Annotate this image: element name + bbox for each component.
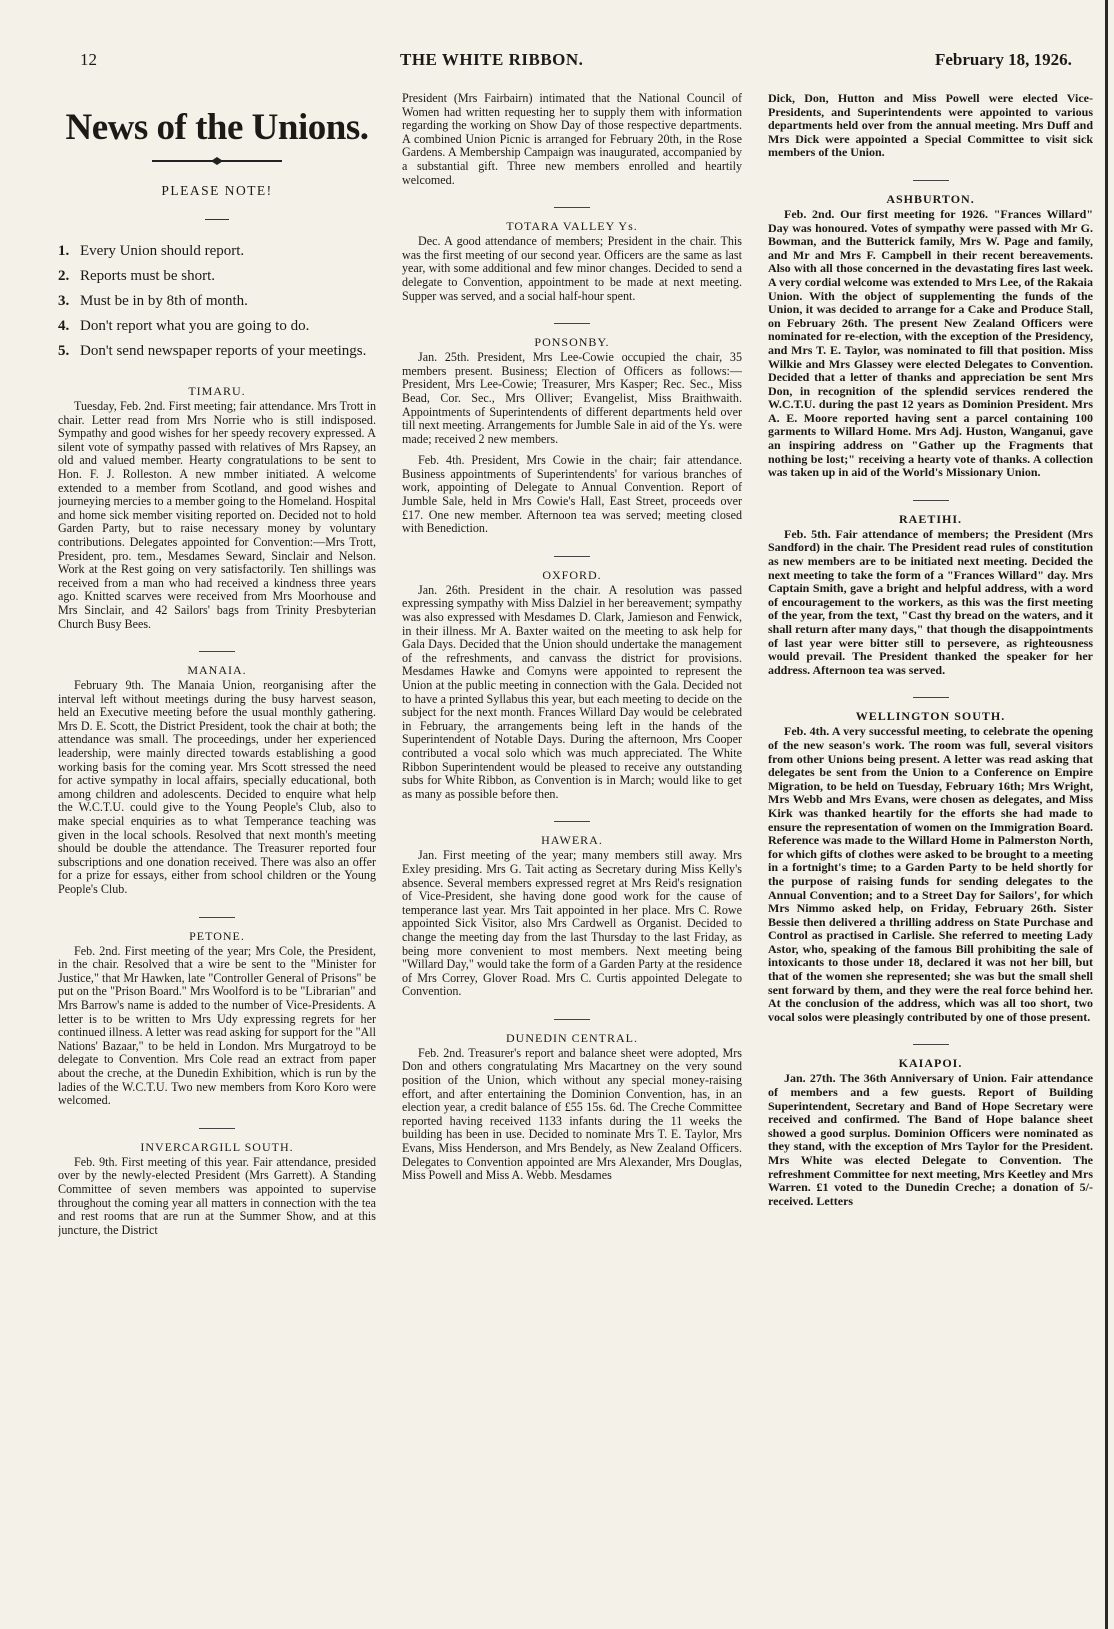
notice-item — [58, 264, 376, 289]
notice-item-text: Don't send newspaper reports of your meetings. — [80, 343, 367, 359]
notice-item-text: Must be in by 8th of month. — [80, 293, 248, 309]
union-report-paragraph: Jan. 25th. President, Mrs Lee-Cowie occupied the chair, 35 members present. Business; Election of Officers as follows:—President, Mrs Lee-Cowie; Treasurer, Mrs Kasper; Rec. Sec., Miss Bead, Cor. Sec., Mrs Olliver; Evangelist, Miss Braithwaith. Appointments of Superintendents of different departments held over till next meeting. Arrangements for Jumble Sale in aid of the Ys. were made; received 2 new members. — [402, 350, 742, 446]
column-1-reports — [58, 384, 376, 1237]
union-heading: OXFORD. — [542, 567, 602, 582]
union-heading: RAETIHI. — [898, 511, 962, 526]
union-report-paragraph: President (Mrs Fairbairn) intimated that the National Council of Women had written requesting her to supply them with information regarding the working on Show Day of those respective departments. A combined Union Picnic is arranged for February 20th, in the Rose Gardens. A Membership Campaign was inaugurated, accompanied by a substantial gift. Three new members enrolled and heartily welcomed. — [402, 92, 742, 187]
notice-item — [58, 289, 376, 314]
column-2 — [402, 92, 742, 1622]
union-heading: PONSONBY. — [534, 335, 610, 350]
notice-item-number: 4. — [58, 318, 70, 334]
notice-item-number: 3. — [58, 293, 70, 309]
section-separator — [402, 1007, 742, 1025]
union-report-paragraph: Jan. 26th. President in the chair. A resolution was passed expressing sympathy with Miss Dalziel in her bereavement; sympathy was also expressed with Mesdames D. Clark, Jamieson and Fenwick, in their illness. Mr A. Baxter waited on the meeting to ask help for Gala Days. Decided that the Union should undertake the management of the refreshments, and canvass the district for provisions. Mesdames Hawke and Comyns were appointed to represent the Union at the public meeting in connection with the Gala. Decided not to have a printed Syllabus this year, but each meeting to decide on the subject for the next month. Frances Willard Day would be celebrated in February, the arrangements being left in the hands of the Superintendent of Notable Days. During the afternoon, Mrs Cooper contributed a vocal solo which was much appreciated. The White Ribbon Superintendent would be pleased to receive any outstanding subs for White Ribbon, as Convention is in March; would like to get as many as possible before then. — [402, 582, 742, 801]
ornament-icon — [152, 157, 282, 165]
union-report-paragraph: Feb. 4th. A very successful meeting, to celebrate the opening of the new season's work. The room was full, several visitors from other Unions being present. A letter was read asking that delegates be sent from the Union to a Conference on Empire Migration, to be held on Tuesday, February 16th; Mrs Wright, Mrs Webb and Mrs Evans, were chosen as delegates, and Miss Kirk was thanked heartily for the efforts she had made to ensure the representation of women on the Immigration Board. Reference was made to the Willard Home in Palmerston North, for which gifts of clothes were asked to be brought to a meeting in a fortnight's time; to a Garden Party to be held shortly for the purpose of raising funds for sending delegates to the Annual Convention; and to a Street Day for Sailors', for which Mrs Nimmo asked help, on Friday, February 26th. Sister Bessie then delivered a thrilling address on State Purchase and Control as practised in Carlisle. She referred to meeting Lady Astor, who, speaking of the famous Bill prohibiting the sale of intoxicants to those under 18, declared it was not her bill, but that of the women she represented; she was but the small shell sent forward by them, and they were the real force behind her. At the conclusion of the address, which was all too short, two vocal solos were pleasingly contributed by one of those present. — [768, 724, 1093, 1024]
union-report-paragraph: February 9th. The Manaia Union, reorganising after the interval left without meetings during the busy harvest season, held an Executive meeting before the usual monthly gathering. Mrs D. E. Scott, the District President, took the chair at both; the attendance was small. The proceedings, under her experienced leadership, were mainly directed towards establishing a good working basis for the coming year. Mrs Scott stressed the need for active sympathy in local affairs, specially educational, both among children and adolescents. Decided to enquire what help the W.C.T.U. could give to the Young People's Club, also to make special enquiries as to what Temperance teaching was given in the local schools. Resolved that next month's meeting should be double the attendance. The Treasurer reported four subscriptions and one donation received. There was also an offer for a prize for essays, either from school children or the Young People's Club. — [58, 678, 376, 896]
union-heading: TOTARA VALLEY Ys. — [506, 219, 638, 234]
union-report-paragraph: Jan. 27th. The 36th Anniversary of Union. Fair attendance of members and a few guests. Report of Building Superintendent, Secretary and Band of Hope Secretary were received and confirmed. The Band of Hope balance sheet showed a good surplus. Dominion Officers were nominated as they stand, with the exception of Mrs Taylor for the President. Mrs White was elected Delegate to Convention. The refreshment Committee for next meeting, Mrs Keetley and Mrs Warren. £1 voted to the Dunedin Creche; a donation of 5/- received. Letters — [768, 1071, 1093, 1208]
running-header — [0, 50, 1114, 84]
union-heading: PETONE. — [189, 928, 245, 943]
notice-item-number: 2. — [58, 268, 70, 284]
column-3 — [768, 92, 1093, 1622]
section-separator — [402, 195, 742, 213]
section-separator — [768, 488, 1093, 506]
notice-item-text: Every Union should report. — [80, 243, 245, 259]
union-report-paragraph: Feb. 2nd. First meeting of the year; Mrs Cole, the President, in the chair. Resolved that a wire be sent to the "Minister for Justice," that Mr Hawken, late "Controller General of Prisons" be put on the "Prison Board." Mrs Woolford is to be "Librarian" and Mrs Barrow's name is added to the number of Vice-Presidents. A letter is to be written to Mrs Udy expressing regrets for her continued illness. A letter was read asking for support for the "All Nations' Bazaar," to be held in London. Mrs Murgatroyd to be delegate to Convention. Mrs Cole read an extract from paper about the creche, at the Dunedin Exhibition, which is run by the ladies of the W.C.T.U. Two new members from Koro Koro were welcomed. — [58, 943, 376, 1108]
union-report-paragraph: Dick, Don, Hutton and Miss Powell were elected Vice-Presidents, and Superintendents were appointed to various departments held over from the annual meeting. Mrs Duff and Mrs Dick were appointed a Special Committee to visit sick members of the Union. — [768, 92, 1093, 160]
page-number: 12 — [80, 50, 97, 69]
section-separator — [768, 685, 1093, 703]
notice-item-number: 1. — [58, 243, 70, 259]
column-1 — [58, 92, 376, 1612]
union-heading: HAWERA. — [541, 833, 603, 848]
section-separator — [402, 311, 742, 329]
section-separator — [402, 809, 742, 827]
union-heading: TIMARU. — [188, 384, 246, 398]
union-report-paragraph: Feb. 2nd. Our first meeting for 1926. "Frances Willard" Day was honoured. Votes of sympathy were passed with Mr G. Bowman, and the Butterick family, Mrs W. Page and family, and Mr and Mrs F. Campbell in their recent bereavements. Also with all those concerned in the devastating fires last week. A very cordial welcome was extended to Mrs Lee, of the Rakaia Union. With the object of supplementing the funds of the Union, it was decided to arrange for a Cake and Produce Stall, on February 26th. The present New Zealand Officers were nominated for re-election, with the exception of the Presidency, and Mrs T. E. Taylor, was nominated to fill that position. Miss Wilkie and Mrs Glassey were elected Delegates to Convention. Decided that a letter of thanks and appreciation be sent Mrs Don, in recognition of the splendid services rendered the W.C.T.U. during the past 12 years as Dominion President. Mrs A. E. Moore reported having sent a parcel containing 100 garments to Willard Home. Mrs Adj. Huston, Wanganui, gave an inspiring address on "Gather up the Fragments that nothing be lost;" receiving a hearty vote of thanks. A collection was taken up in aid of the World's Missionary Union. — [768, 206, 1093, 480]
section-separator — [58, 1116, 376, 1134]
notice-rules — [58, 239, 376, 364]
section-title: News of the Unions. — [65, 107, 369, 148]
notice-item — [58, 314, 376, 339]
notice-item-number: 5. — [58, 343, 70, 359]
union-report-paragraph: Feb. 9th. First meeting of this year. Fair attendance, presided over by the newly-elected President (Mrs Garrett). A Standing Committee of seven members was appointed to supervise throughout the coming year all matters in connection with the tea and rest rooms that are run at the Summer Show, and at this juncture, the District — [58, 1154, 376, 1237]
union-report-paragraph: Dec. A good attendance of members; President in the chair. This was the first meeting of our second year. Officers are the same as last year, with some additional and few minor changes. Decided to send a delegate to Convention, appointment to be made at next meeting. Supper was served, and a social half-hour spent. — [402, 234, 742, 303]
section-separator — [768, 1032, 1093, 1050]
notice-item-text: Don't report what you are going to do. — [80, 318, 310, 334]
section-separator — [768, 168, 1093, 186]
union-heading: ASHBURTON. — [886, 191, 975, 206]
notice-item — [58, 339, 376, 364]
please-note-heading: PLEASE NOTE! — [161, 183, 273, 198]
union-heading: INVERCARGILL SOUTH. — [140, 1139, 294, 1154]
notice-item — [58, 239, 376, 264]
union-heading: KAIAPOI. — [898, 1056, 963, 1071]
ornament-divider — [58, 157, 376, 165]
section-separator — [402, 544, 742, 562]
union-heading: WELLINGTON SOUTH. — [855, 709, 1006, 724]
notice-item-text: Reports must be short. — [80, 268, 215, 284]
union-report-paragraph: Jan. First meeting of the year; many members still away. Mrs Exley presiding. Mrs G. Tait acting as Secretary during Miss Kelly's absence. Several members expressed regret at Mrs Reid's resignation of Vice-President, she having done good work for the cause of temperance last year. Mrs Tait appointed in her place. Mrs C. Rowe appointed Sick Visitor, also Mrs Cardwell as Organist. Decided to change the meeting day from the last Thursday to the last Friday, as being more convenient to most members. Next meeting being "Willard Day," would take the form of a Garden Party at the residence of Mrs Correy, Glover Road. Mrs C. Curtis appointed Delegate to Convention. — [402, 848, 742, 999]
union-report-paragraph: Feb. 5th. Fair attendance of members; the President (Mrs Sandford) in the chair. The President read rules of constitution as new members are to be initiated next meeting. Decided the next meeting to take the form of a "Frances Willard" day. Mrs Captain Smith, gave a bright and helpful address, with a word of encouragement to the workers, as this was the first meeting of the year, from the text, "Cast thy bread on the waters, and it shall return after many days," that though the disappointments of last year were bitter still to persevere, as righteousness would prevail. The President thanked the speaker for her address. Afternoon tea was served. — [768, 526, 1093, 677]
short-rule — [58, 207, 376, 225]
union-report-paragraph: Tuesday, Feb. 2nd. First meeting; fair attendance. Mrs Trott in chair. Letter read from Mrs Norrie who is still indisposed. Sympathy and good wishes for her speedy recovery expressed. A silent vote of sympathy passed with relatives of Mrs Rapsey, an old and valued member. Hearty congratulations to be sent to Hon. F. J. Rolleston. A new mmber initiated. A welcome extended to a member from Scotland, and good wishes and journeying mercies to a member going to the Homeland. Hospital and home sick member visiting reported on. Decided not to hold Garden Party, but to raise necessary money by voluntary contributions. Delegates appointed for Convention:—Mrs Trott, President, pro. tem., Mesdames Seward, Sinclair and Nelson. Work at the Rest going on very satisfactorily. Ten shillings was received from a man who had received a kindness three years ago. Knitted scarves were received from Mrs Moorhouse and Mrs Sinclair, and 42 Sailors' bags from Trinity Presbyterian Church Busy Bees. — [58, 399, 376, 631]
union-report-paragraph: Feb. 2nd. Treasurer's report and balance sheet were adopted, Mrs Don and others congratulating Mrs Macartney on the very sound position of the Union, which without any special money-raising effort, and after entertaining the Dominion Convention, has, in an election year, a credit balance of £55 15s. 6d. The Creche Committee reported having received 1133 infants during the 11 weeks the building has been in use. Decided to nominate Mrs T. E. Taylor, Mrs Evans, Miss Henderson, and Mrs Bendely, as New Zealand Officers. Delegates to Convention appointed are Mrs Alexander, Mrs Douglas, Miss Powell and Miss A. Webb. Mesdames — [402, 1045, 742, 1183]
publication-title: THE WHITE RIBBON. — [400, 50, 584, 69]
section-separator — [58, 905, 376, 923]
union-report-paragraph: Feb. 4th. President, Mrs Cowie in the chair; fair attendance. Business appointments of Superintendents' for various branches of work, appointing of Delegate to Annual Convention. Report of Jumble Sale, held in Mrs Cowie's Hall, East Street, proceeds over £17. One new member. Afternoon tea was served; meeting closed with Benediction. — [402, 453, 742, 536]
union-heading: MANAIA. — [187, 663, 247, 678]
issue-date: February 18, 1926. — [935, 50, 1072, 69]
union-heading: DUNEDIN CENTRAL. — [506, 1030, 638, 1045]
page-edge-rule — [1105, 0, 1108, 1629]
section-separator — [58, 639, 376, 657]
